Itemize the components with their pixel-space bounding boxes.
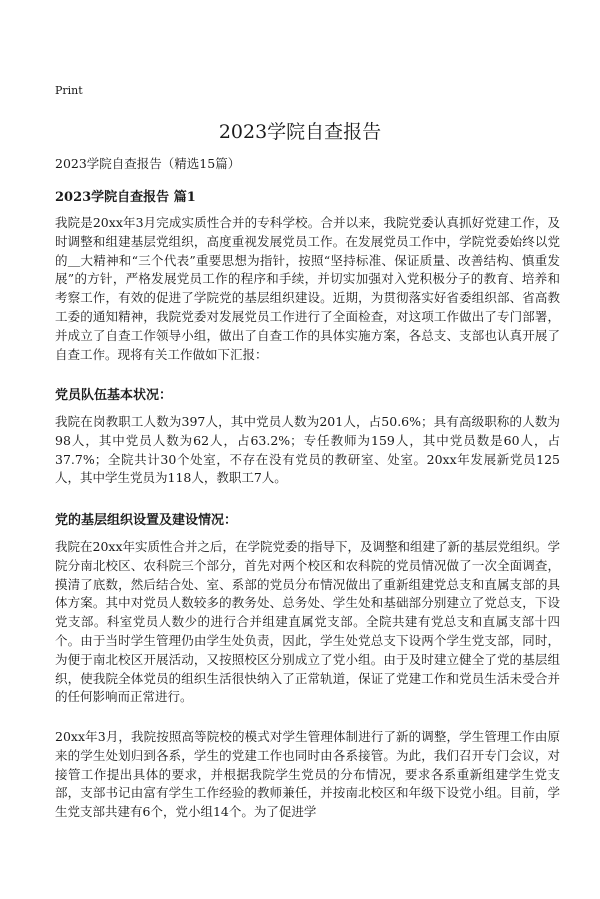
paragraph-intro: 我院是20xx年3月完成实质性合并的专科学校。合并以来，我院党委认真抓好党建工作，及时调整和组建基层党组织，高度重视发展党员工作。在发展党员工作中，学院党委始终以党的＿大精神和“三个代表”重要思想为指针，按照“坚持标准、保证质量、改善结构、慎重发展”的方针，严格发展党员工作的程序和手续，并切实加强对入党积极分子的教育、培养和考察工作，有效的促进了学院党的基层组织建设。近期，为贯彻落实好省委组织部、省高教工委的通知精神，我院党委对发展党员工作进行了全面检查，对这项工作做出了专门部署，并成立了自查工作领导小组，做出了自查工作的具体实施方案，各总支、支部也认真开展了自查工作。现将有关工作做如下汇报： [55, 215, 560, 362]
document-subtitle: 2023学院自查报告（精选15篇） [55, 156, 241, 171]
document-title: 2023学院自查报告 [218, 121, 382, 143]
print-label: Print [55, 84, 83, 97]
paragraph-member-status: 我院在岗教职工人数为397人，其中党员人数为201人，占50.6%；具有高级职称的人数为98人，其中党员人数为62人，占63.2%；专任教师为159人，其中党员数是60人，占37.7%；全院共计30个处室，不存在没有党员的教研室、处室。20xx年发展新党员125人，其中学生党员为118人，教职工7人。 [55, 414, 560, 486]
paragraph-student-management: 20xx年3月，我院按照高等院校的模式对学生管理体制进行了新的调整，学生管理工作由原来的学生处划归到各系，学生的党建工作也同时由各系接管。为此，我们召开专门会议，对接管工作提出具体的要求，并根据我院学生党员的分布情况，要求各系重新组建学生党支部，支部书记由富有学生工作经验的教师兼任，并按南北校区和年级下设党小组。目前，学生党支部共建有6个，党小组14个。为了促进学 [55, 729, 560, 820]
section-title: 2023学院自查报告 篇1 [55, 190, 196, 205]
paragraph-organization: 我院在20xx年实质性合并之后，在学院党委的指导下，及调整和组建了新的基层党组织。学院分南北校区、农科院三个部分，首先对两个校区和农科院的党员情况做了一次全面调查，摸清了底数，然后结合处、室、系部的党员分布情况做出了重新组建党总支和直属支部的具体方案。其中对党员人数较多的教务处、总务处、学生处和基础部分别建立了党总支，下设党支部。科室党员人数少的进行合并组建直属党支部。全院共建有党总支和直属支部十四个。由于当时学生管理仍由学生处负责，因此，学生处党总支下设两个学生党支部，同时，为便于南北校区开展活动，又按照校区分别成立了党小组。由于及时建立健全了党的基层组织，使我院全体党员的组织生活很快纳入了正常轨道，保证了党建工作和党员生活未受合并的任何影响而正常进行。 [55, 539, 561, 705]
heading-party-member-status: 党员队伍基本状况： [55, 388, 173, 403]
heading-grassroots-organization: 党的基层组织设置及建设情况： [55, 513, 238, 528]
